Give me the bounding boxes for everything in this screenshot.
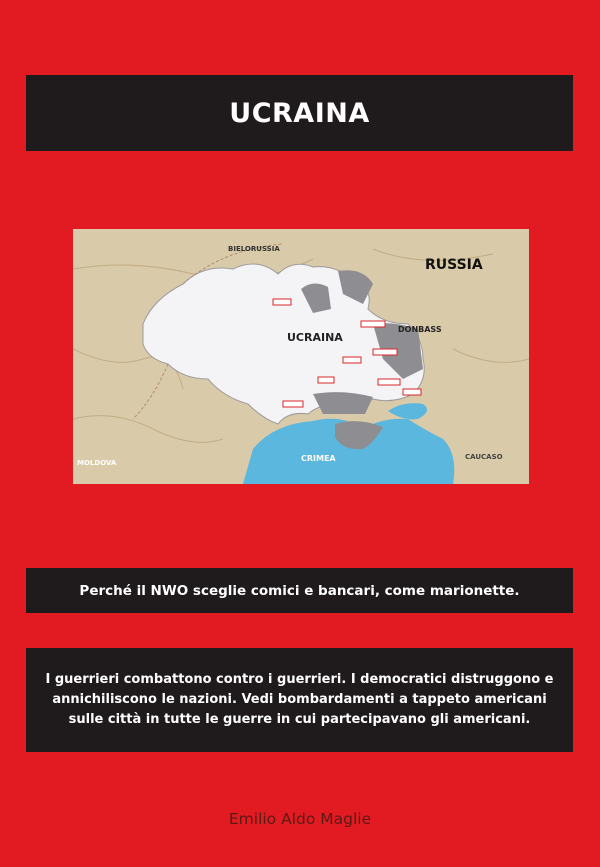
label-donbass: DONBASS xyxy=(398,325,442,334)
label-russia: RUSSIA xyxy=(425,257,483,273)
label-belarus: BIELORUSSIA xyxy=(228,245,280,253)
book-description: I guerrieri combattono contro i guerrieri. I democratici distruggono e annichiliscono le nazioni. Vedi bombardamenti a tappeto americani sulle città in tutte le guerre in cui partecipavano gli americani. xyxy=(45,672,554,727)
title-band xyxy=(26,75,573,151)
description-band xyxy=(26,648,573,752)
label-moldova: MOLDOVA xyxy=(77,459,117,467)
subtitle-band xyxy=(26,568,573,613)
label-crimea: CRIMEA xyxy=(301,454,336,463)
map-graphic xyxy=(73,229,529,484)
book-title: UCRAINA xyxy=(229,97,370,129)
label-caucaso: CAUCASO xyxy=(465,453,503,461)
ukraine-map xyxy=(73,229,529,484)
book-subtitle: Perché il NWO sceglie comici e bancari, come marionette. xyxy=(79,582,520,599)
label-ukraine: UCRAINA xyxy=(287,331,343,344)
author-name: Emilio Aldo Maglie xyxy=(228,810,372,828)
